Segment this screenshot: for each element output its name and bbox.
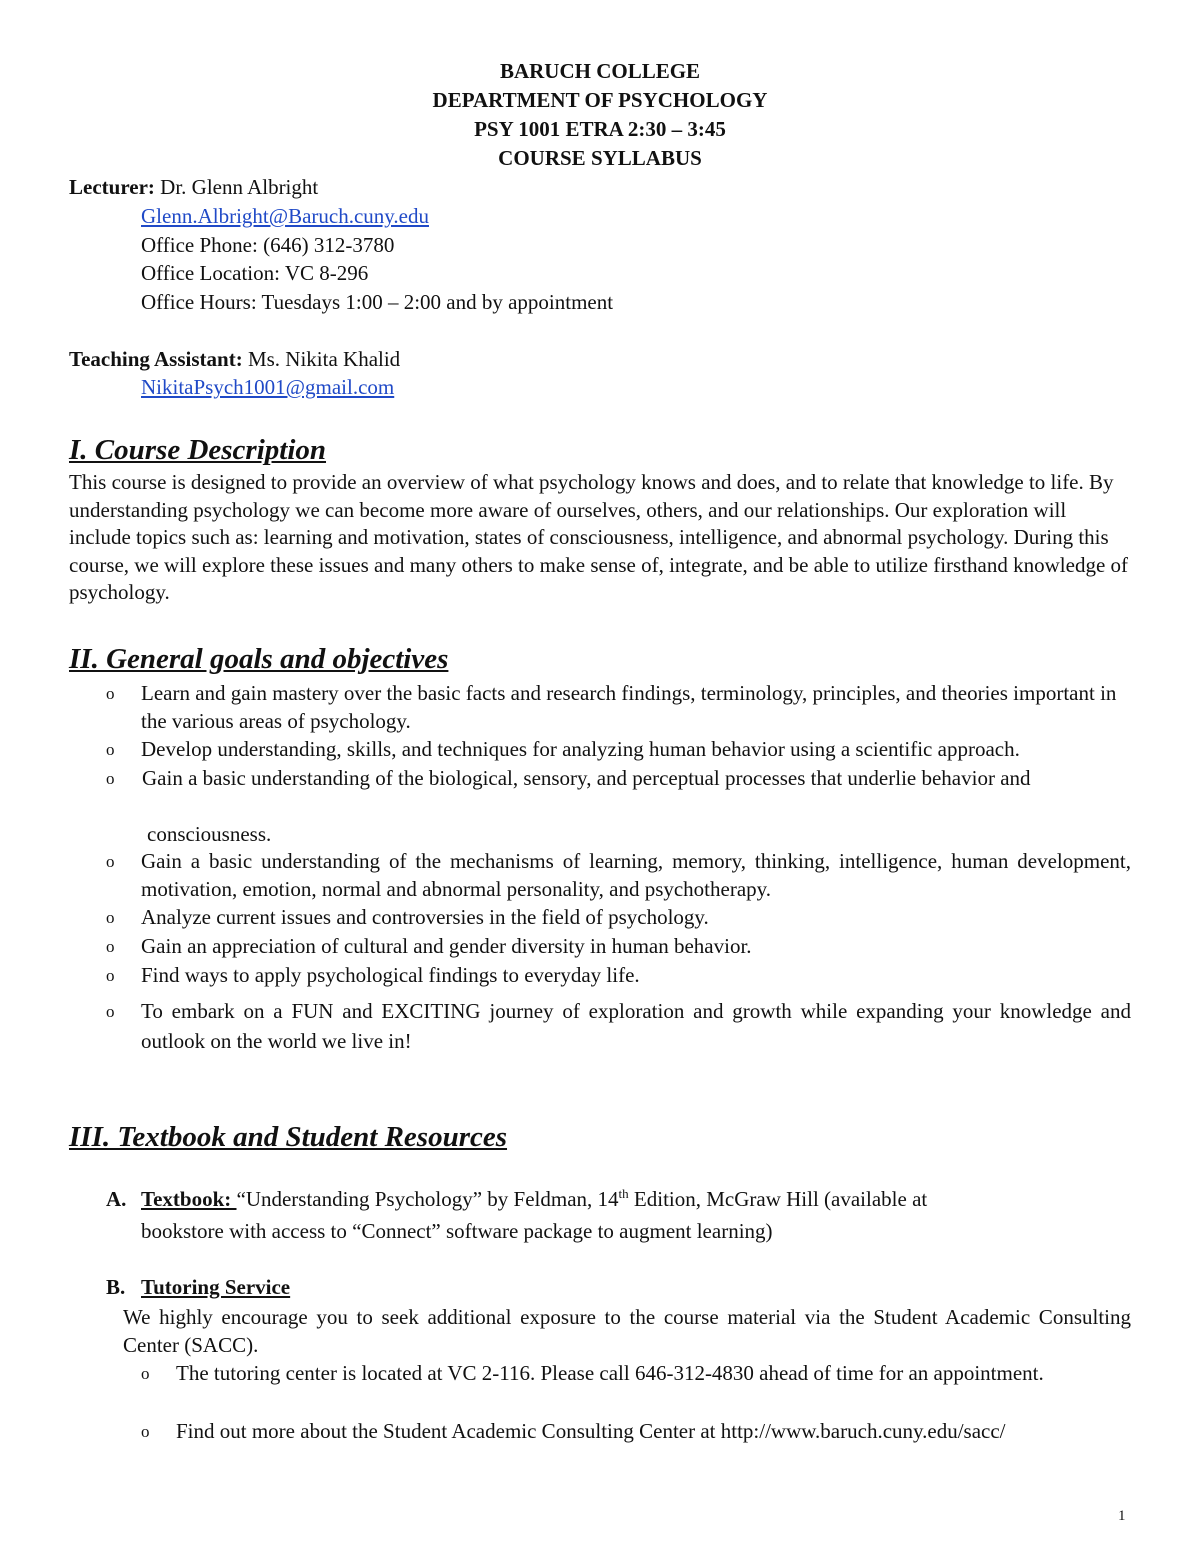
tutoring-paragraph: We highly encourage you to seek additional exposure to the course material via the Student Academic Consulting Center (SACC).	[123, 1305, 1131, 1357]
goal-item: Gain a basic understanding of the mechanisms of learning, memory, thinking, intelligence, human development, motivation, emotion, normal and abnormal personality, and psychotherapy.	[141, 849, 1131, 901]
tutoring-label: Tutoring Service	[141, 1275, 291, 1299]
bullet-marker: o	[106, 684, 115, 703]
goal-item: Gain a basic understanding of the biological, sensory, and perceptual processes that underlie behavior and	[142, 766, 1031, 790]
ta-name: Ms. Nikita Khalid	[247, 347, 401, 371]
office-location: Office Location: VC 8-296	[141, 261, 369, 285]
goal-item: Analyze current issues and controversies in the field of psychology.	[141, 905, 709, 929]
list-letter-a: A.	[106, 1187, 127, 1211]
goal-item-continuation: consciousness.	[147, 822, 272, 846]
lecturer-line	[69, 173, 318, 201]
edition-superscript: th	[618, 1186, 629, 1201]
bullet-marker: o	[106, 1002, 115, 1021]
section-textbook-heading: III. Textbook and Student Resources	[69, 1121, 508, 1153]
goal-item: Learn and gain mastery over the basic facts and research findings, terminology, principles, and theories important in the various areas of psychology.	[141, 681, 1117, 733]
course-code: PSY 1001 ETRA 2:30 – 3:45	[474, 117, 726, 141]
bullet-marker: o	[141, 1422, 150, 1441]
textbook-line	[141, 1185, 927, 1213]
goal-item: Gain an appreciation of cultural and gender diversity in human behavior.	[141, 934, 752, 958]
goal-item: To embark on a FUN and EXCITING journey of exploration and growth while expanding your knowledge and outlook on the world we live in!	[141, 999, 1131, 1053]
section-goals-heading: II. General goals and objectives	[69, 643, 449, 675]
office-hours: Office Hours: Tuesdays 1:00 – 2:00 and by appointment	[141, 290, 614, 314]
ta-line	[69, 345, 400, 373]
bullet-marker: o	[106, 908, 115, 927]
bullet-marker: o	[106, 937, 115, 956]
goal-item: Find ways to apply psychological findings to everyday life.	[141, 963, 640, 987]
lecturer-label: Lecturer:	[69, 175, 155, 199]
page-number: 1	[1118, 1508, 1126, 1524]
ta-email-link[interactable]: NikitaPsych1001@gmail.com	[141, 375, 395, 399]
goal-item: Develop understanding, skills, and techniques for analyzing human behavior using a scientific approach.	[141, 737, 1020, 761]
college-name: BARUCH COLLEGE	[499, 59, 701, 83]
bullet-marker: o	[106, 740, 115, 759]
department-name: DEPARTMENT OF PSYCHOLOGY	[432, 88, 768, 112]
lecturer-name: Dr. Glenn Albright	[160, 175, 319, 199]
bullet-marker: o	[106, 769, 115, 788]
course-description-paragraph: This course is designed to provide an overview of what psychology knows and does, and to relate that knowledge to life. By understanding psychology we can become more aware of ourselves, others, and our relationships. Our exploration will include topics such as: learning and motivation, states of consciousness, intelligence, and abnormal psychology. During this course, we will explore these issues and many others to make sense of, integrate, and be able to utilize firsthand knowledge of psychology.	[69, 470, 1129, 605]
ta-label: Teaching Assistant:	[69, 347, 243, 371]
document-title: COURSE SYLLABUS	[498, 146, 702, 170]
textbook-label: Textbook:	[141, 1187, 237, 1211]
office-phone: Office Phone: (646) 312-3780	[141, 233, 395, 257]
tutoring-item: The tutoring center is located at VC 2-116. Please call 646-312-4830 ahead of time for an appointment.	[176, 1361, 1044, 1385]
lecturer-email-link[interactable]: Glenn.Albright@Baruch.cuny.edu	[141, 204, 429, 228]
textbook-availability: bookstore with access to “Connect” software package to augment learning)	[141, 1219, 773, 1243]
textbook-publisher: Edition, McGraw Hill (available at	[628, 1187, 928, 1211]
bullet-marker: o	[106, 852, 115, 871]
bullet-marker: o	[141, 1364, 150, 1383]
section-course-description-heading: I. Course Description	[69, 434, 327, 466]
tutoring-item: Find out more about the Student Academic Consulting Center at http://www.baruch.cuny.edu/sacc/	[176, 1419, 1006, 1443]
textbook-title: “Understanding Psychology” by Feldman, 14	[236, 1187, 619, 1211]
bullet-marker: o	[106, 966, 115, 985]
list-letter-b: B.	[106, 1275, 126, 1299]
